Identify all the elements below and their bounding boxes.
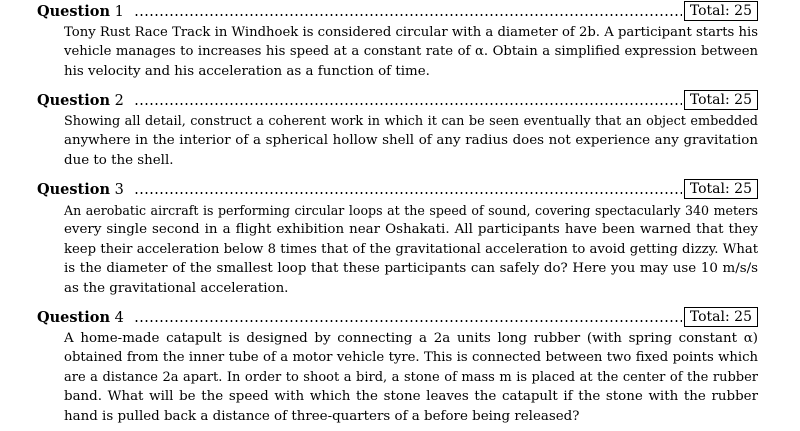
total-marks-box: Total: 25 — [684, 307, 758, 327]
question-1 — [37, 1, 758, 81]
question-line: anywhere in the interior of a spherical hollow shell of any radius does not experience any gravitation — [64, 133, 758, 149]
question-3 — [37, 179, 758, 298]
question-line: obtained from the inner tube of a motor vehicle tyre. This is connected between two fixed points which — [64, 350, 758, 366]
question-line: hand is pulled back a distance of three-quarters of a before being released? — [64, 408, 580, 424]
question-header — [37, 1, 758, 23]
question-title — [37, 3, 124, 20]
question-line: Tony Rust Race Track in Windhoek is considered circular with a diameter of 2b. A participant starts his — [64, 25, 758, 40]
question-number: 4 — [114, 310, 124, 326]
question-text — [64, 201, 758, 298]
question-line: A home-made catapult is designed by connecting a 2a units long rubber (with spring constant α) — [64, 331, 758, 346]
dotted-leader — [134, 14, 682, 16]
total-marks-box: Total: 25 — [684, 1, 758, 21]
question-line: his velocity and his acceleration as a function of time. — [64, 63, 430, 79]
question-line: as the gravitational acceleration. — [64, 280, 289, 296]
total-marks-box: Total: 25 — [684, 179, 758, 199]
question-number: 3 — [114, 182, 124, 198]
question-label: Question — [37, 92, 110, 109]
question-line: band. What will be the speed with which the stone leaves the catapult if the stone with the rubber — [64, 389, 758, 405]
question-label: Question — [37, 309, 110, 326]
question-text — [64, 23, 758, 81]
question-line: vehicle manages to increases his speed at a constant rate of α. Obtain a simplified expression between — [64, 44, 758, 60]
question-line: is the diameter of the smallest loop that these participants can safely do? Here you may use 10 m/s/s — [64, 261, 758, 277]
question-header — [37, 307, 758, 329]
question-text — [64, 329, 758, 426]
dotted-leader — [134, 103, 682, 105]
question-2 — [37, 90, 758, 170]
question-label: Question — [37, 181, 110, 198]
question-title — [37, 92, 124, 109]
question-text — [64, 112, 758, 170]
question-header — [37, 179, 758, 201]
dotted-leader — [134, 320, 682, 322]
question-line: are a distance 2a apart. In order to shoot a bird, a stone of mass m is placed at the center of the rubber — [64, 369, 758, 385]
question-line: An aerobatic aircraft is performing circular loops at the speed of sound, covering spectacularly 340 meters — [64, 203, 758, 218]
question-line: due to the shell. — [64, 152, 174, 168]
question-line: keep their acceleration below 8 times that of the gravitational acceleration to avoid getting dizzy. What — [64, 241, 758, 257]
question-line: Showing all detail, construct a coherent work in which it can be seen eventually that an object embedded — [64, 114, 758, 129]
question-4 — [37, 307, 758, 426]
question-number: 2 — [114, 93, 124, 109]
question-title — [37, 309, 124, 326]
question-line: every single second in a flight exhibition near Oshakati. All participants have been warned that they — [64, 222, 758, 238]
question-title — [37, 181, 124, 198]
question-header — [37, 90, 758, 112]
dotted-leader — [134, 192, 682, 194]
total-marks-box: Total: 25 — [684, 90, 758, 110]
question-number: 1 — [114, 4, 124, 20]
question-label: Question — [37, 3, 110, 20]
